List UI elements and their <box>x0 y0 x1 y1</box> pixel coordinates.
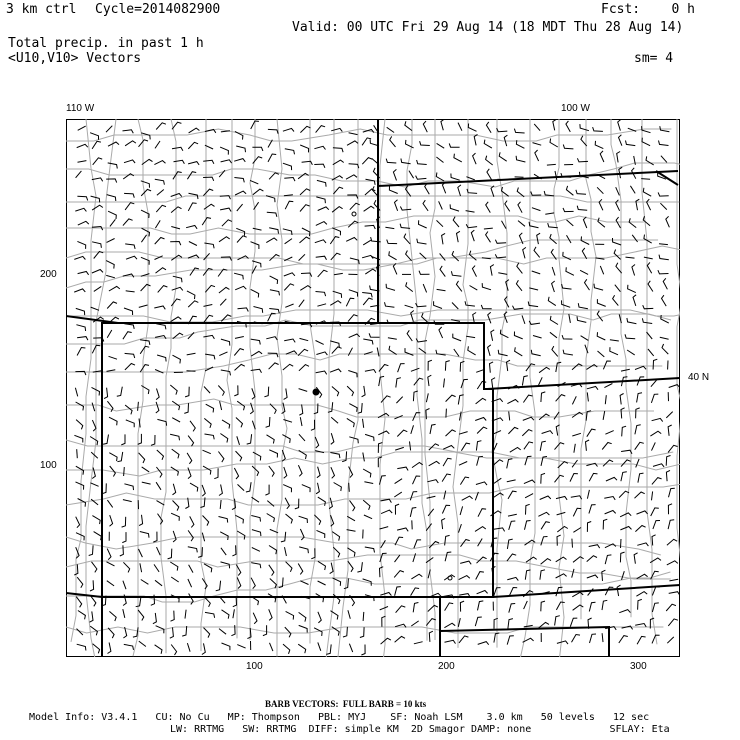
wind-barb <box>124 467 125 476</box>
bottom-label-300: 300 <box>630 661 647 672</box>
forecast-hour: Fcst: 0 h <box>601 2 695 17</box>
barb-legend: BARB VECTORS: FULL BARB = 10 kts <box>265 699 427 709</box>
wind-barb <box>446 409 447 418</box>
model-info-line1: Model Info: V3.4.1 CU: No Cu MP: Thompson PBL: MYJ SF: Noah LSM 3.0 km 50 levels 12 sec <box>29 712 650 723</box>
cycle-label: Cycle=2014082900 <box>95 2 221 17</box>
smoothing-label: sm= 4 <box>634 51 674 66</box>
wind-barb <box>621 539 622 548</box>
wind-barb <box>187 371 196 372</box>
valid-time: Valid: 00 UTC Fri 29 Aug 14 (18 MDT Thu 28 Aug 14) <box>292 20 684 35</box>
left-label-200: 200 <box>40 269 57 280</box>
wind-barb <box>641 179 650 180</box>
wind-barb <box>363 612 364 621</box>
map-frame <box>67 120 680 657</box>
wind-map <box>66 119 680 657</box>
field-description: Total precip. in past 1 h <box>8 36 204 51</box>
left-label-100: 100 <box>40 460 57 471</box>
run-name: 3 km ctrl <box>6 2 77 17</box>
wind-barb <box>572 539 573 548</box>
top-label-100w: 100 W <box>561 103 590 114</box>
wind-barb <box>349 483 350 492</box>
right-label-40n: 40 N <box>688 372 710 383</box>
bottom-label-100: 100 <box>246 661 263 672</box>
vector-description: <U10,V10> Vectors <box>8 51 142 66</box>
wind-barb <box>547 164 556 165</box>
denver-marker <box>313 389 320 396</box>
wind-barb <box>498 179 507 180</box>
top-label-110w: 110 W <box>66 103 95 114</box>
bottom-label-200: 200 <box>438 661 455 672</box>
model-info-line2: LW: RRTMG SW: RRTMG DIFF: simple KM 2D Smagor DAMP: none SFLAY: Eta <box>170 724 670 735</box>
wind-barb <box>77 449 78 458</box>
